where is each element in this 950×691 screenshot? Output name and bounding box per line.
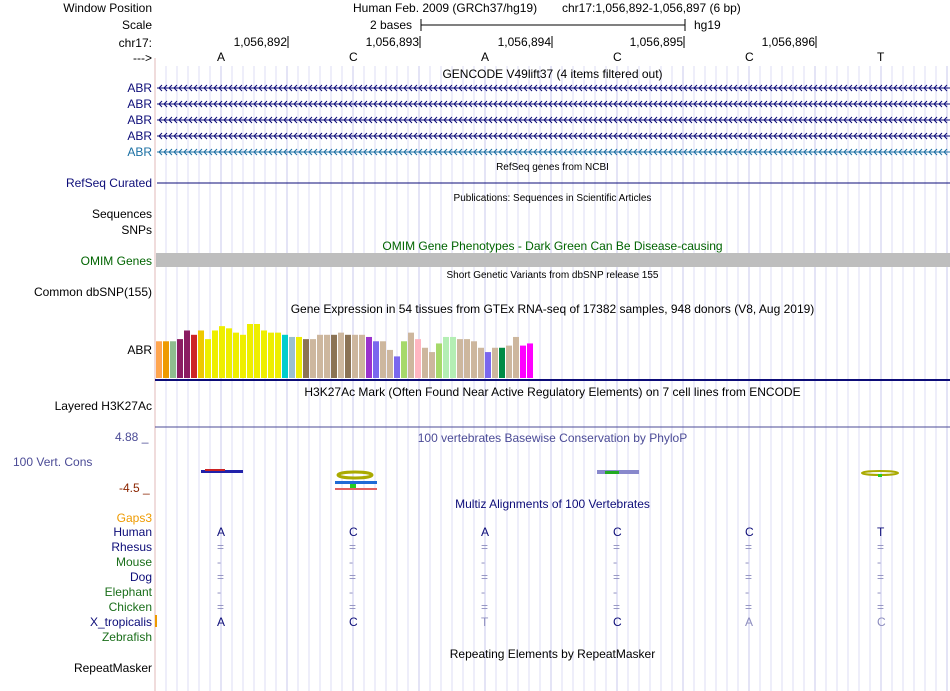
alignment-cell: C — [613, 525, 622, 539]
phylop-max-label: 4.88 _ — [115, 430, 149, 444]
gtex-tissue-bar — [331, 335, 337, 378]
gtex-tissue-bar — [303, 339, 309, 378]
repeatmasker-label[interactable]: RepeatMasker — [73, 661, 152, 675]
gtex-tissue-bar — [464, 339, 470, 378]
gencode-gene-label[interactable]: ABR — [127, 145, 152, 159]
alignment-cell: A — [217, 525, 226, 539]
ruler-tick-label: 1,056,893 — [365, 35, 419, 49]
db-name: hg19 — [694, 18, 721, 32]
phylop-logo — [335, 481, 377, 484]
gtex-tissue-bar — [212, 330, 218, 378]
gtex-tissue-bar — [317, 335, 323, 378]
strand-arrow-label: ---> — [133, 51, 152, 65]
gtex-tissue-bar — [485, 352, 491, 378]
gtex-tissue-bar — [205, 339, 211, 378]
alignment-cell: = — [217, 570, 225, 584]
species-label[interactable]: Zebrafish — [101, 630, 152, 644]
gtex-tissue-bar — [310, 339, 316, 378]
phylop-logo — [605, 471, 619, 474]
alignment-cell: = — [877, 600, 885, 614]
alignment-cell: = — [349, 540, 357, 554]
gencode-gene-label[interactable]: ABR — [127, 113, 152, 127]
dbsnp-track-title: Short Genetic Variants from dbSNP release 155 — [446, 270, 659, 281]
ruler-tick-label: 1,056,894 — [497, 35, 551, 49]
gtex-gene-label[interactable]: ABR — [127, 343, 152, 357]
gtex-tissue-bar — [282, 335, 288, 378]
alignment-cell: - — [613, 585, 617, 599]
alignment-cell: = — [481, 600, 489, 614]
repeatmasker-track-title: Repeating Elements by RepeatMasker — [449, 647, 656, 661]
alignment-cell: A — [745, 615, 754, 629]
species-label[interactable]: Human — [113, 525, 152, 539]
chrom-label: chr17: — [118, 36, 152, 50]
gtex-tissue-bar — [499, 348, 505, 378]
alignment-cell: - — [613, 555, 617, 569]
assembly-title: Human Feb. 2009 (GRCh37/hg19) — [353, 1, 538, 15]
omim-track-title: OMIM Gene Phenotypes - Dark Green Can Be Disease-causing — [382, 239, 723, 253]
gaps-label[interactable]: Gaps3 — [116, 511, 152, 525]
gtex-tissue-bar — [401, 341, 407, 378]
alignment-cell: - — [349, 585, 353, 599]
gtex-tissue-bar — [184, 330, 190, 378]
alignment-cell: = — [613, 540, 621, 554]
gtex-tissue-bar — [520, 346, 526, 378]
phylop-logo — [350, 484, 356, 488]
scale-text: 2 bases — [370, 18, 413, 32]
alignment-cell: = — [613, 570, 621, 584]
gtex-tissue-bar — [387, 350, 393, 378]
gtex-tissue-bar — [338, 333, 344, 378]
gtex-tissue-bar — [436, 343, 442, 378]
alignment-cell: - — [481, 585, 485, 599]
gtex-tissue-bar — [296, 337, 302, 378]
dbsnp-label[interactable]: Common dbSNP(155) — [33, 285, 152, 299]
species-label[interactable]: X_tropicalis — [89, 615, 152, 629]
gtex-tissue-bar — [275, 333, 281, 378]
gencode-gene-label[interactable]: ABR — [127, 129, 152, 143]
gtex-tissue-bar — [156, 341, 162, 378]
ruler-tick-label: 1,056,895 — [629, 35, 683, 49]
base-letter: A — [481, 50, 490, 64]
phylop-label[interactable]: 100 Vert. Cons — [13, 455, 93, 469]
alignment-cell: - — [349, 555, 353, 569]
alignment-cell: = — [481, 570, 489, 584]
gtex-tissue-bar — [191, 335, 197, 378]
phylop-logo — [205, 469, 225, 471]
alignment-cell: A — [481, 525, 490, 539]
gtex-tissue-bar — [380, 341, 386, 378]
alignment-cell: = — [349, 600, 357, 614]
gencode-track-title: GENCODE V49lift37 (4 items filtered out) — [442, 67, 663, 81]
base-letter: C — [613, 50, 622, 64]
ruler-tick-label: 1,056,892 — [233, 35, 287, 49]
refseq-label[interactable]: RefSeq Curated — [65, 176, 152, 190]
gtex-tissue-bar — [289, 337, 295, 378]
gtex-track-title: Gene Expression in 54 tissues from GTEx RNA-seq of 17382 samples, 948 donors (V8, Aug 2019) — [290, 302, 815, 316]
window-position-label: Window Position — [63, 1, 152, 15]
alignment-cell: - — [481, 555, 485, 569]
phylop-logo — [338, 472, 372, 478]
gtex-tissue-bar — [373, 341, 379, 378]
multiz-track-title: Multiz Alignments of 100 Vertebrates — [455, 497, 650, 511]
sequences-label[interactable]: Sequences — [91, 207, 152, 221]
base-letter: T — [877, 50, 885, 64]
gencode-gene-label[interactable]: ABR — [127, 81, 152, 95]
phylop-min-label: -4.5 _ — [119, 481, 150, 495]
gtex-tissue-bar — [359, 335, 365, 378]
gtex-tissue-bar — [422, 348, 428, 378]
alignment-cell: = — [613, 600, 621, 614]
gtex-tissue-bar — [443, 337, 449, 378]
gtex-tissue-bar — [324, 335, 330, 378]
alignment-cell: = — [877, 570, 885, 584]
species-label[interactable]: Dog — [129, 570, 152, 584]
gtex-tissue-bar — [492, 348, 498, 378]
gtex-tissue-bar — [506, 346, 512, 378]
gtex-tissue-bar — [352, 335, 358, 378]
alignment-cell: = — [745, 540, 753, 554]
alignment-cell: C — [349, 615, 358, 629]
gtex-tissue-bar — [254, 324, 260, 378]
gtex-tissue-bar — [163, 341, 169, 378]
species-label[interactable]: Rhesus — [111, 540, 152, 554]
gtex-tissue-bar — [471, 341, 477, 378]
gtex-tissue-bar — [457, 339, 463, 378]
alignment-cell: C — [613, 615, 622, 629]
snps-label[interactable]: SNPs — [121, 223, 152, 237]
gtex-tissue-bar — [527, 343, 533, 378]
gtex-tissue-bar — [394, 356, 400, 378]
position-readout: chr17:1,056,892-1,056,897 (6 bp) — [562, 1, 741, 15]
alignment-cell: T — [877, 525, 885, 539]
gtex-tissue-bar — [233, 333, 239, 378]
phylop-track-title: 100 vertebrates Basewise Conservation by PhyloP — [417, 431, 688, 445]
alignment-cell: - — [877, 555, 881, 569]
gtex-tissue-bar — [226, 328, 232, 378]
alignment-cell: = — [481, 540, 489, 554]
alignment-cell: A — [217, 615, 226, 629]
alignment-cell: C — [745, 525, 754, 539]
gtex-tissue-bar — [170, 341, 176, 378]
omim-gene-bar — [156, 253, 950, 267]
gtex-tissue-bar — [177, 339, 183, 378]
gtex-tissue-bar — [478, 348, 484, 378]
alignment-cell: = — [217, 540, 225, 554]
h3k27ac-label[interactable]: Layered H3K27Ac — [54, 399, 152, 413]
alignment-cell: = — [349, 570, 357, 584]
gtex-tissue-bar — [247, 324, 253, 378]
alignment-cell: - — [877, 585, 881, 599]
alignment-cell: C — [877, 615, 886, 629]
gtex-tissue-bar — [198, 330, 204, 378]
alignment-cell: - — [217, 555, 221, 569]
h3k27ac-track-title: H3K27Ac Mark (Often Found Near Active Regulatory Elements) on 7 cell lines from ENCODE — [304, 385, 801, 399]
alignment-cell: = — [217, 600, 225, 614]
alignment-cell: - — [745, 585, 749, 599]
gencode-gene-label[interactable]: ABR — [127, 97, 152, 111]
ruler-tick-label: 1,056,896 — [761, 35, 815, 49]
alignment-cell: = — [745, 570, 753, 584]
gtex-tissue-bar — [408, 333, 414, 378]
alignment-cell: - — [745, 555, 749, 569]
base-letter: C — [745, 50, 754, 64]
alignment-cell: - — [217, 585, 221, 599]
gtex-tissue-bar — [345, 335, 351, 378]
omim-label[interactable]: OMIM Genes — [80, 254, 152, 268]
gtex-tissue-bar — [429, 352, 435, 378]
gtex-tissue-bar — [450, 337, 456, 378]
gtex-tissue-bar — [261, 330, 267, 378]
species-label[interactable]: Elephant — [104, 585, 152, 599]
alignment-cell: T — [481, 615, 489, 629]
gtex-tissue-bar — [415, 339, 421, 378]
gtex-tissue-bar — [366, 337, 372, 378]
alignment-cell: = — [877, 540, 885, 554]
gtex-tissue-bar — [240, 335, 246, 378]
species-label[interactable]: Mouse — [115, 555, 152, 569]
phylop-logo — [335, 488, 377, 490]
base-letter: C — [349, 50, 358, 64]
alignment-gap-marker — [155, 615, 157, 627]
species-label[interactable]: Chicken — [108, 600, 152, 614]
alignment-cell: = — [745, 600, 753, 614]
base-letter: A — [217, 50, 226, 64]
gtex-tissue-bar — [268, 333, 274, 378]
phylop-logo — [878, 474, 882, 477]
alignment-cell: C — [349, 525, 358, 539]
gtex-tissue-bar — [219, 326, 225, 378]
gtex-tissue-bar — [513, 337, 519, 378]
publications-track-title: Publications: Sequences in Scientific Articles — [453, 193, 652, 204]
scale-label: Scale — [121, 18, 152, 32]
refseq-track-title: RefSeq genes from NCBI — [496, 162, 609, 173]
